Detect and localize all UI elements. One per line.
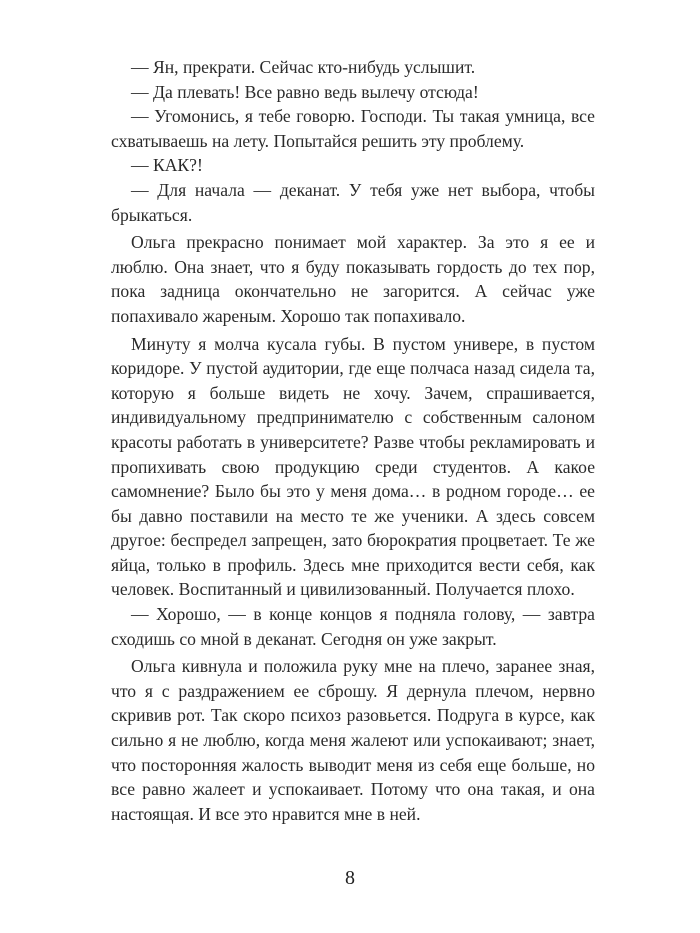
paragraph-olga-nodded: Ольга кивнула и положила руку мне на плечо, заранее зная, что я с раздражением ее сброшу. Я дернула плечом, нервно скривив рот. Так скоро психоз разовьется. Подруга в курсе, как сильно я не люблю, когда меня жалеют или успокаивают; знает, что посторонняя жалость выводит меня из себя еще больше, но все равно жалеет и успокаивает. Потому что она такая, и она настоящая. И все это нравится мне в ней.: [111, 656, 595, 824]
paragraph-empty-university: Минуту я молча кусала губы. В пустом универе, в пустом коридоре. У пустой аудитории, где еще полчаса назад сидела та, которую я больше видеть не хочу. Зачем, спрашивается, индивидуальному предпринимателю с собственным салоном красоты работать в университете? Разве чтобы рекламировать и пропихивать свою продукцию среди студентов. А какое самомнение? Было бы это у меня дома… в родном городе… ее бы давно поставили на место те же ученики. А здесь совсем другое: беспредел запрещен, зато бюрократия процветает. Те же яйца, только в профиль. Здесь мне приходится вести себя, как человек. Воспитанный и цивилизованный. Получается плохо.: [111, 333, 595, 600]
dialogue-line-6: — Хорошо, — в конце концов я подняла голову, — завтра сходишь со мной в деканат. Сегодня он уже закрыт.: [111, 604, 595, 649]
dialogue-line-1: — Ян, прекрати. Сейчас кто-нибудь услышит.: [131, 57, 476, 77]
body-text: [111, 55, 595, 826]
paragraph-olga-character: Ольга прекрасно понимает мой характер. За это я ее и люблю. Она знает, что я буду показывать гордость до тех пор, пока задница окончательно не загорится. А сейчас уже попахивало жареным. Хорошо так попахивало.: [111, 232, 595, 326]
dialogue-line-4: — КАК?!: [131, 155, 203, 176]
dialogue-line-5: — Для начала — деканат. У тебя уже нет выбора, чтобы брыкаться.: [111, 179, 595, 225]
dialogue-line-2: — Да плевать! Все равно ведь вылечу отсюда!: [131, 81, 479, 102]
dialogue-line-3: — Угомонись, я тебе говорю. Господи. Ты такая умница, все схватываешь на лету. Попытайся решить эту проблему.: [111, 106, 595, 151]
page-number: 8: [345, 867, 355, 889]
